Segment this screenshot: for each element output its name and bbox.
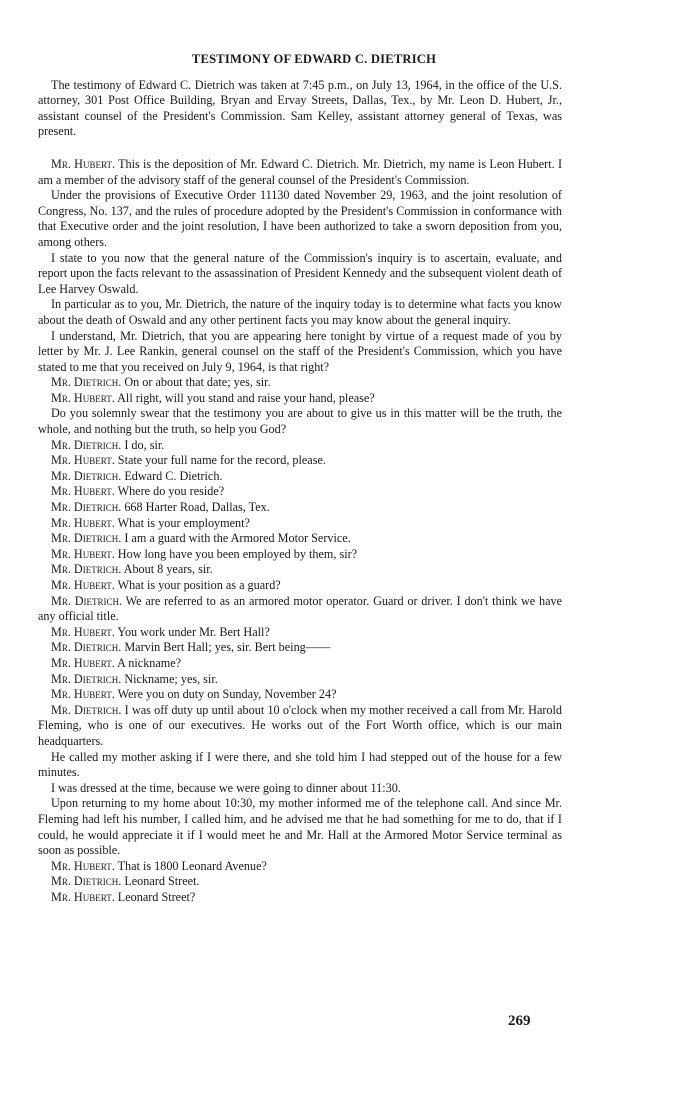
speaker-label: Mr. Hubert. (51, 578, 115, 592)
speaker-label: Mr. Hubert. (51, 390, 115, 405)
speaker-label: Mr. Hubert. (51, 515, 115, 530)
speaker-label: Mr. Hubert. (51, 889, 115, 904)
testimony-paragraph (38, 687, 562, 703)
testimony-paragraph (38, 516, 562, 532)
paragraph-text: Where do you reside? (117, 484, 225, 499)
speaker-label: Mr. Dietrich. (51, 640, 122, 655)
speaker-label: Mr. Dietrich. (51, 437, 122, 452)
speaker-label: Mr. Hubert. (51, 546, 115, 561)
paragraph-text: On or about that date; yes, sir. (124, 375, 271, 390)
speaker-label: Mr. Hubert. (51, 484, 115, 499)
paragraph-text: We are referred to as an armored motor operator. Guard or driver. I don't think we have any official title. (38, 593, 563, 624)
testimony-paragraph (38, 297, 562, 328)
paragraph-text: I state to you now that the general nature of the Commission's inquiry is to ascertain, evaluate, and report upon the facts relevant to the assassination of President Kennedy and the subsequent violent death of Lee Harvey Oswald. (38, 250, 562, 296)
speaker-label: Mr. Hubert. (51, 655, 115, 670)
paragraph-text: Leonard Street? (117, 889, 196, 904)
page-number: 269 (508, 1013, 531, 1029)
testimony-paragraph (38, 750, 562, 781)
speaker-label: Mr. Dietrich. (51, 500, 122, 515)
testimony-paragraph (38, 594, 562, 625)
testimony-paragraph (38, 890, 562, 906)
testimony-paragraph (38, 874, 562, 890)
paragraph-text: I was off duty up until about 10 o'clock when my mother received a call from Mr. Harold Fleming, who is one of our executives. He works out of the Fort Worth office, which is our main headquarters. (38, 702, 563, 748)
speaker-label: Mr. Hubert. (51, 858, 115, 873)
paragraph-text: I was dressed at the time, because we were going to dinner about 11:30. (51, 780, 401, 795)
paragraph-text: About 8 years, sir. (123, 562, 213, 577)
speaker-label: Mr. Dietrich. (51, 593, 123, 608)
testimony-paragraph (38, 859, 562, 875)
testimony-paragraph (38, 656, 562, 672)
paragraph-text: Edward C. Dietrich. (124, 468, 223, 483)
paragraph-text: How long have you been employed by them, sir? (117, 546, 358, 561)
testimony-paragraph (38, 438, 562, 454)
paragraph-text: Under the provisions of Executive Order 11130 dated November 29, 1963, and the joint resolution of Congress, No. 137, and the rules of procedure adopted by the President's Commission in conformance with that Executive order and the joint resolution, I have been authorized to take a sworn deposition from you, among others. (38, 188, 562, 249)
speaker-label: Mr. Hubert. (51, 624, 115, 639)
speaker-label: Mr. Dietrich. (51, 562, 122, 577)
paragraph-text: I do, sir. (124, 437, 165, 452)
speaker-label: Mr. Dietrich. (51, 468, 122, 483)
paragraph-text: He called my mother asking if I were there, and she told him I had stepped out of the house for a few minutes. (38, 749, 562, 780)
testimony-paragraph (38, 672, 562, 688)
speaker-label: Mr. Dietrich. (51, 531, 122, 546)
speaker-label: Mr. Hubert. (51, 687, 115, 702)
testimony-paragraph (38, 796, 562, 858)
paragraph-text: 668 Harter Road, Dallas, Tex. (124, 500, 270, 515)
testimony-paragraph (38, 781, 562, 797)
testimony-paragraph (38, 157, 562, 188)
paragraph-text: I understand, Mr. Dietrich, that you are appearing here tonight by virtue of a request made of you by letter by Mr. J. Lee Rankin, general counsel on the staff of the President's Commission, which you have stated to me that you received on July 9, 1964, is that right? (38, 328, 562, 374)
speaker-label: Mr. Hubert. (51, 156, 115, 171)
testimony-paragraph (38, 406, 562, 437)
paragraph-text: A nickname? (117, 655, 182, 670)
testimony-paragraph (38, 640, 562, 656)
paragraph-text: Upon returning to my home about 10:30, my mother informed me of the telephone call. And since Mr. Fleming had left his number, I called him, and he advised me that he had something for me to do, that if I could, he would appreciate it if I would meet he and Mr. Hall at the Armored Motor Service terminal as soon as possible. (38, 796, 562, 858)
paragraph-text: What is your position as a guard? (117, 578, 281, 592)
speaker-label: Mr. Dietrich. (51, 375, 122, 390)
paragraph-text: Leonard Street. (124, 874, 200, 889)
paragraph-text: Marvin Bert Hall; yes, sir. Bert being—— (124, 640, 331, 655)
page-title: TESTIMONY OF EDWARD C. DIETRICH (191, 52, 437, 66)
document-page (38, 52, 562, 905)
testimony-paragraph (38, 625, 562, 641)
paragraph-text: In particular as to you, Mr. Dietrich, the nature of the inquiry today is to determine what facts you know about the death of Oswald and any other pertinent facts you may know about the general inquiry. (38, 297, 562, 327)
testimony-paragraph (38, 188, 562, 250)
speaker-label: Mr. Dietrich. (51, 702, 122, 717)
paragraph-text: This is the deposition of Mr. Edward C. Dietrich. Mr. Dietrich, my name is Leon Hubert. I am a member of the advisory staff of the general counsel of the President's Commission. (38, 156, 563, 187)
paragraph-text: Were you on duty on Sunday, November 24? (117, 687, 337, 702)
testimony-paragraph (38, 562, 562, 578)
paragraph-text: What is your employment? (117, 515, 250, 530)
paragraph-text: I am a guard with the Armored Motor Service. (124, 531, 351, 546)
testimony-body (38, 157, 562, 906)
testimony-paragraph (38, 703, 562, 750)
paragraph-text: State your full name for the record, please. (117, 453, 326, 468)
speaker-label: Mr. Dietrich. (51, 874, 122, 889)
paragraph-text: Do you solemnly swear that the testimony you are about to give us in this matter will be the truth, the whole, and nothing but the truth, so help you God? (38, 406, 562, 437)
testimony-paragraph (38, 453, 562, 469)
paragraph-text: You work under Mr. Bert Hall? (117, 624, 270, 639)
intro-paragraph: The testimony of Edward C. Dietrich was taken at 7:45 p.m., on July 13, 1964, in the office of the U.S. attorney, 301 Post Office Building, Bryan and Ervay Streets, Dallas, Tex., by Mr. Leon D. Hubert, Jr., assistant counsel of the President's Commission. Sam Kelley, assistant attorney general of Texas, was present. (38, 77, 562, 139)
testimony-paragraph (38, 391, 562, 407)
testimony-paragraph (38, 484, 562, 500)
testimony-paragraph (38, 547, 562, 563)
paragraph-text: That is 1800 Leonard Avenue? (117, 858, 267, 873)
paragraph-text: Nickname; yes, sir. (124, 671, 218, 686)
testimony-paragraph (38, 375, 562, 391)
speaker-label: Mr. Dietrich. (51, 671, 122, 686)
testimony-paragraph (38, 578, 562, 594)
testimony-paragraph (38, 469, 562, 485)
paragraph-text: All right, will you stand and raise your hand, please? (117, 390, 375, 405)
speaker-label: Mr. Hubert. (51, 453, 115, 468)
testimony-paragraph (38, 329, 562, 376)
testimony-paragraph (38, 500, 562, 516)
testimony-paragraph (38, 251, 562, 298)
testimony-paragraph (38, 531, 562, 547)
